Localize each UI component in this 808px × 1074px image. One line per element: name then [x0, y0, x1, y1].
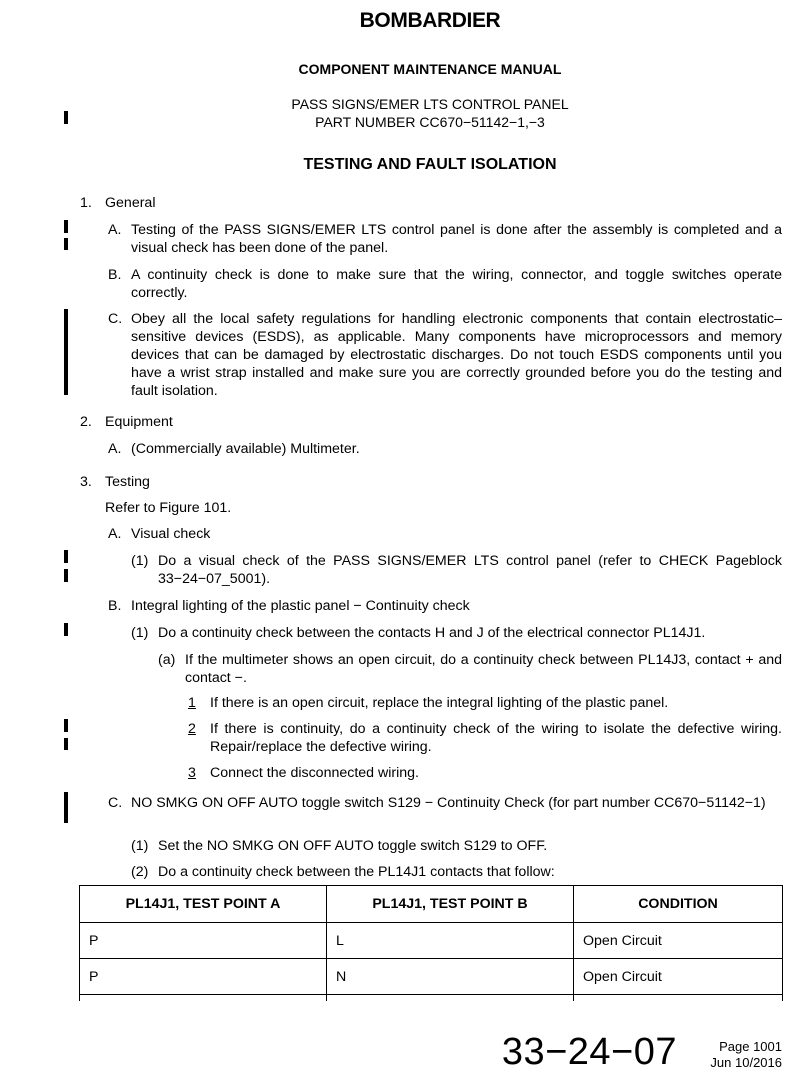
change-bar [64, 550, 68, 563]
continuity-table [79, 885, 783, 1001]
paragraph: Do a continuity check between the PL14J1 contacts that follow: [158, 864, 555, 880]
item-letter: C. [108, 311, 123, 327]
paragraph: If there is continuity, do a continuity check of the wiring to isolate the defective wiring. Repair/replace the defective wiring. [210, 721, 782, 755]
step-number: (2) [131, 864, 149, 880]
table-row [80, 923, 783, 959]
section-heading: Testing [105, 474, 150, 490]
table-row-continued [80, 995, 783, 1002]
subsection-heading: Visual check [131, 526, 211, 542]
table-cell-empty [574, 995, 783, 1002]
step-number: (1) [131, 625, 149, 641]
section-number: 3. [80, 474, 92, 490]
change-bar [64, 238, 68, 250]
section-number: 2. [80, 414, 92, 430]
manual-title: COMPONENT MAINTENANCE MANUAL [298, 61, 562, 77]
table-cell: L [327, 923, 574, 959]
change-bar [64, 719, 68, 732]
paragraph: Do a continuity check between the contacts H and J of the electrical connector PL14J1. [158, 625, 706, 641]
table-cell: P [80, 923, 327, 959]
table-cell: Open Circuit [574, 923, 783, 959]
item-letter: B. [108, 267, 122, 283]
paragraph: If there is an open circuit, replace the integral lighting of the plastic panel. [210, 695, 669, 711]
table-cell: N [327, 959, 574, 995]
change-bar [64, 623, 68, 636]
table-cell: P [80, 959, 327, 995]
substep-number: 1 [188, 695, 196, 711]
item-letter: A. [108, 526, 122, 542]
change-bar [64, 220, 68, 233]
step-letter: (a) [158, 652, 176, 668]
section-heading: General [105, 195, 156, 211]
paragraph: Obey all the local safety regulations for handling electronic components that contain electrostatic–sensitive devices (ESDS), as applicable. Many components have microprocessors and memory devices that can be damaged by electrostatic discharges. Do not touch ESDS components until you have a wrist strap installed and make sure you are correctly grounded before you do the testing and fault isolation. [131, 311, 782, 399]
paragraph: Do a visual check of the PASS SIGNS/EMER LTS control panel (refer to CHECK Pageblock 33−24−07_5001). [158, 553, 782, 587]
step-number: (1) [131, 838, 149, 854]
subsection-heading: Integral lighting of the plastic panel − Continuity check [131, 598, 470, 614]
item-letter: A. [108, 441, 122, 457]
paragraph: Set the NO SMKG ON OFF AUTO toggle switch S129 to OFF. [158, 838, 548, 854]
item-letter: B. [108, 598, 122, 614]
table-header-row [80, 886, 783, 923]
change-bar [64, 309, 68, 395]
document-number: 33−24−07 [501, 1031, 677, 1073]
component-title: PASS SIGNS/EMER LTS CONTROL PANEL [291, 96, 569, 112]
part-number: PART NUMBER CC670−51142−1,−3 [315, 114, 545, 130]
change-bar [64, 792, 68, 823]
change-bar [64, 738, 68, 750]
substep-number: 2 [188, 721, 196, 737]
brand-logo: BOMBARDIER [359, 9, 501, 32]
column-header: CONDITION [574, 886, 783, 923]
paragraph: A continuity check is done to make sure that the wiring, connector, and toggle switches operate correctly. [131, 267, 782, 301]
paragraph: (Commercially available) Multimeter. [131, 441, 360, 457]
table-cell-empty [327, 995, 574, 1002]
table-row [80, 959, 783, 995]
table-cell-empty [80, 995, 327, 1002]
table-cell: Open Circuit [574, 959, 783, 995]
section-number: 1. [80, 195, 92, 211]
column-header: PL14J1, TEST POINT B [327, 886, 574, 923]
step-number: (1) [131, 553, 149, 569]
section-heading: Equipment [105, 414, 173, 430]
item-letter: C. [108, 795, 123, 811]
column-header: PL14J1, TEST POINT A [80, 886, 327, 923]
page-info [710, 1039, 782, 1071]
item-letter: A. [108, 222, 122, 238]
change-bar [64, 569, 68, 582]
page-number: Page 1001 [719, 1039, 782, 1054]
paragraph: If the multimeter shows an open circuit, do a continuity check between PL14J3, contact + and contact −. [185, 652, 782, 686]
figure-reference: Refer to Figure 101. [105, 500, 232, 516]
paragraph: Connect the disconnected wiring. [210, 765, 419, 781]
subsection-heading: NO SMKG ON OFF AUTO toggle switch S129 − Continuity Check (for part number CC670−51142−1) [131, 795, 766, 811]
revision-date: Jun 10/2016 [710, 1055, 782, 1070]
paragraph: Testing of the PASS SIGNS/EMER LTS control panel is done after the assembly is completed and a visual check has been done of the panel. [131, 222, 782, 256]
substep-number: 3 [188, 765, 196, 781]
section-title: TESTING AND FAULT ISOLATION [303, 156, 557, 173]
